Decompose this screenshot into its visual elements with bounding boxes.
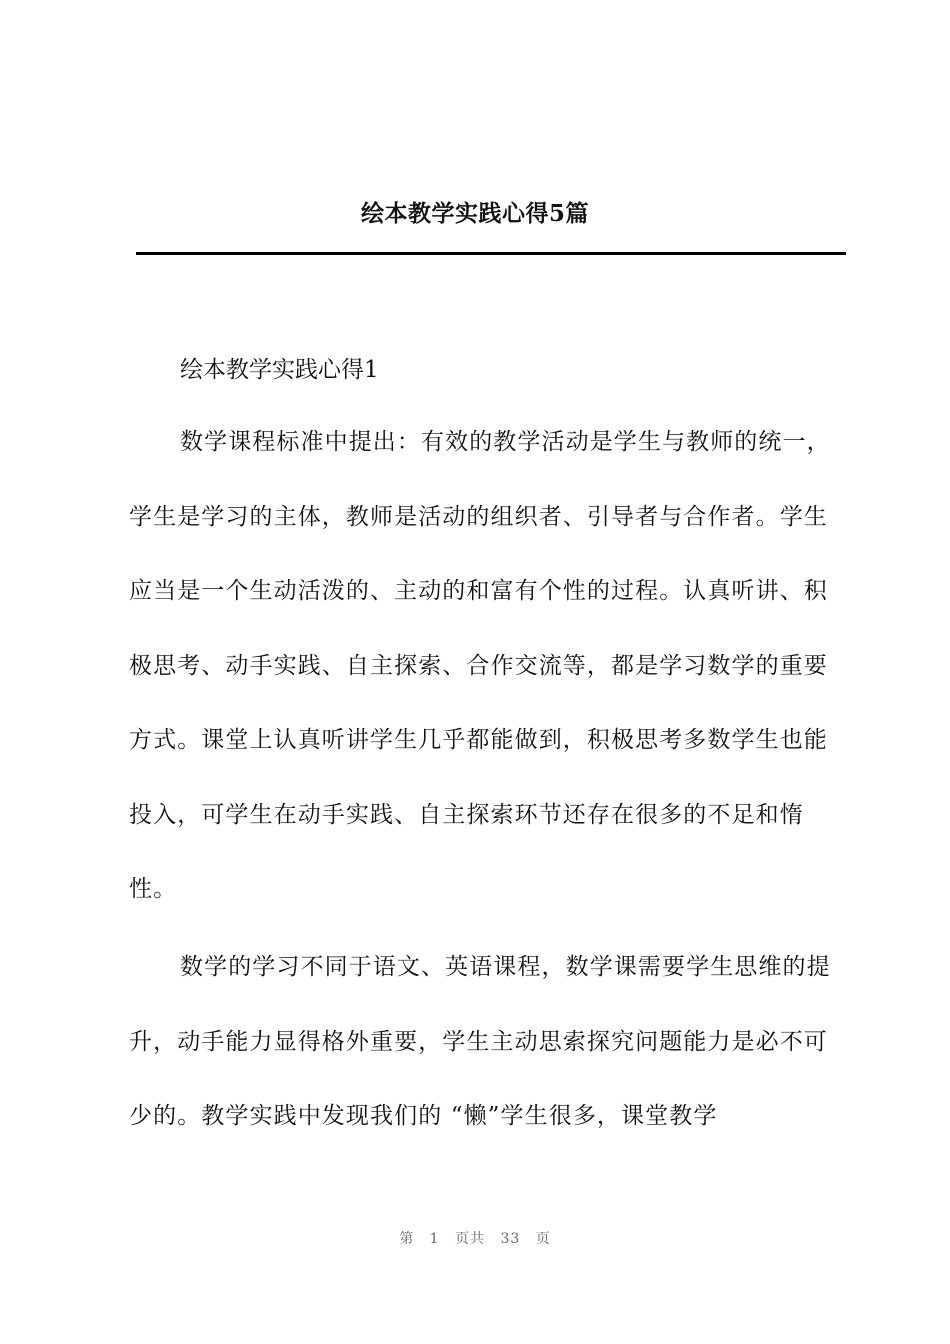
- body-paragraph-1: 数学课程标准中提出：有效的教学活动是学生与教师的统一，学生是学习的主体，教师是活动的组织者、引导者与合作者。学生应当是一个生动活泼的、主动的和富有个性的过程。认真听讲、积极思考、动手实践、自主探索、合作交流等，都是学习数学的重要方式。课堂上认真听讲学生几乎都能做到，积极思考多数学生也能投入，可学生在动手实践、自主探索环节还存在很多的不足和惰性。: [129, 429, 831, 902]
- page-number-footer: 第 1 页共 33 页: [399, 1231, 551, 1247]
- body-paragraph-2: 数学的学习不同于语文、英语课程，数学课需要学生思维的提升，动手能力显得格外重要，学生主动思索探究问题能力是必不可少的。教学实践中发现我们的 “懒”学生很多，课堂教学: [129, 954, 831, 1129]
- title-divider: [136, 252, 846, 255]
- section-heading: 绘本教学实践心得1: [180, 357, 379, 383]
- document-title: 绘本教学实践心得5篇: [360, 200, 589, 227]
